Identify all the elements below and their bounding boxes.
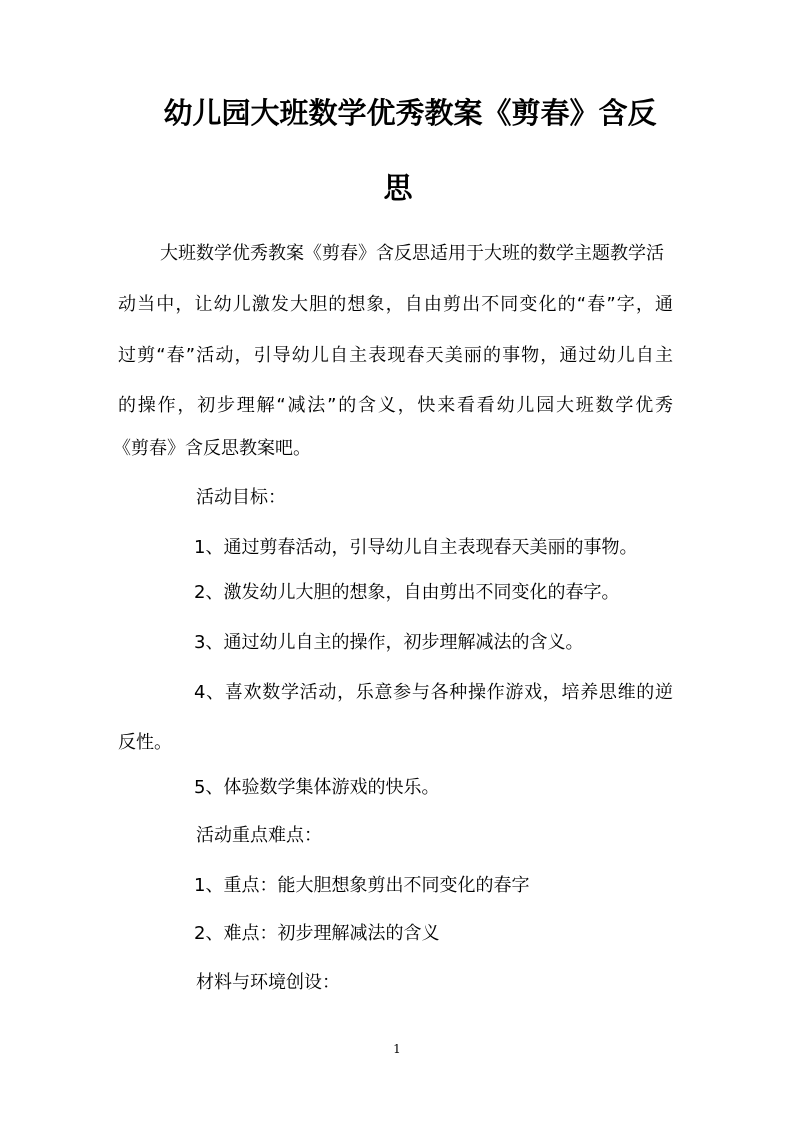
key-point-1: 1、重点：能大胆想象剪出不同变化的春字 <box>194 875 530 896</box>
goal-item-4-continued: 反性。 <box>118 732 172 753</box>
goal-item-2: 2、激发幼儿大胆的想象，自由剪出不同变化的春字。 <box>194 582 620 603</box>
materials-heading: 材料与环境创设： <box>196 972 340 993</box>
intro-line-2: 动当中，让幼儿激发大胆的想象，自由剪出不同变化的“春”字，通 <box>118 294 673 315</box>
goal-item-3: 3、通过幼儿自主的操作，初步理解减法的含义。 <box>194 632 584 653</box>
document-title-line-2: 思 <box>383 171 413 205</box>
goal-item-5: 5、体验数学集体游戏的快乐。 <box>194 777 440 798</box>
page-number: 1 <box>393 1042 401 1056</box>
intro-line-4: 的操作，初步理解“减法”的含义，快来看看幼儿园大班数学优秀 <box>118 395 673 416</box>
intro-line-1: 大班数学优秀教案《剪春》含反思适用于大班的数学主题教学活 <box>160 243 664 264</box>
goal-item-4: 4、喜欢数学活动，乐意参与各种操作游戏，培养思维的逆 <box>194 682 673 703</box>
key-point-2: 2、难点：初步理解减法的含义 <box>194 923 440 944</box>
key-points-heading: 活动重点难点： <box>196 825 322 846</box>
document-title-line-1: 幼儿园大班数学优秀教案《剪春》含反 <box>163 96 657 130</box>
goal-item-1: 1、通过剪春活动，引导幼儿自主表现春天美丽的事物。 <box>194 537 638 558</box>
goals-heading: 活动目标： <box>196 487 286 508</box>
intro-line-3: 过剪“春”活动，引导幼儿自主表现春天美丽的事物，通过幼儿自主 <box>118 345 673 366</box>
intro-line-5: 《剪春》含反思教案吧。 <box>113 438 311 459</box>
